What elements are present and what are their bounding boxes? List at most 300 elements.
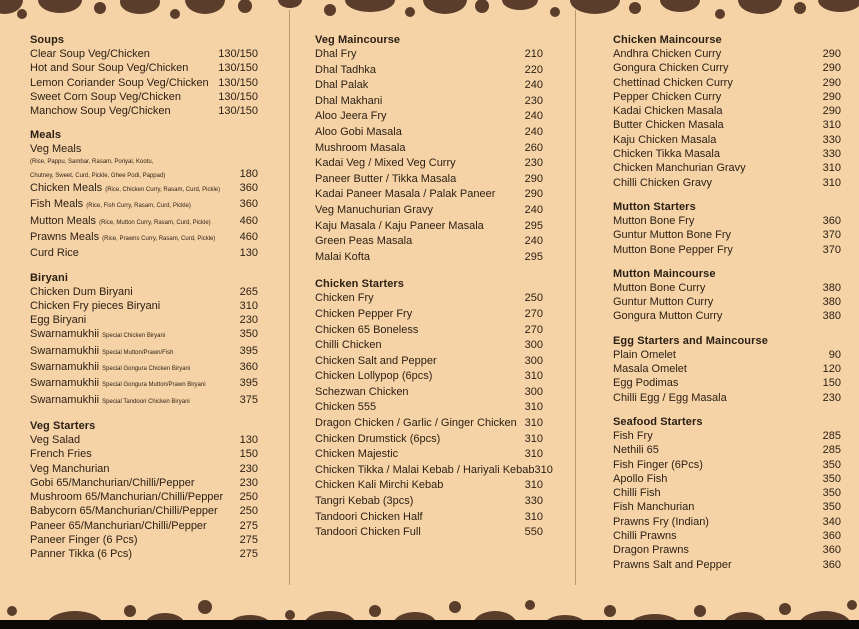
item-price: 460	[239, 214, 258, 227]
item-price: 300	[524, 385, 543, 398]
menu-item	[30, 519, 258, 533]
mutton-starters-list	[613, 214, 841, 257]
item-name: Prawns Salt and Pepper	[613, 558, 732, 571]
menu-item	[30, 61, 258, 75]
item-price: 310	[822, 162, 841, 175]
item-price: 340	[822, 515, 841, 528]
item-price: 130/150	[218, 105, 258, 118]
menu-item	[30, 181, 258, 197]
menu-item	[30, 490, 258, 504]
section-title-chicken-starters: Chicken Starters	[315, 278, 405, 291]
section-title-biryani: Biryani	[30, 271, 68, 284]
item-name: Veg Manuchurian Gravy	[315, 203, 434, 216]
soups-list	[30, 47, 258, 118]
menu-item	[613, 133, 841, 147]
item-price: 360	[822, 214, 841, 227]
menu-item	[613, 443, 841, 457]
item-name: Paneer 65/Manchurian/Chilli/Pepper	[30, 519, 207, 532]
item-name: Plain Omelet	[613, 348, 676, 361]
item-price: 230	[524, 94, 543, 107]
item-name: Dhal Makhani	[315, 94, 383, 107]
item-price: 270	[524, 307, 543, 320]
item-name: Butter Chicken Masala	[613, 119, 724, 132]
item-name: Hot and Sour Soup Veg/Chicken	[30, 62, 189, 75]
menu-item	[30, 433, 258, 447]
menu-item	[30, 313, 258, 327]
item-price: 380	[822, 296, 841, 309]
chicken-starters-list	[315, 291, 553, 541]
menu-item	[315, 416, 543, 432]
item-price: 370	[822, 243, 841, 256]
item-name: Chicken Drumstick (6pcs)	[315, 432, 441, 445]
item-price: 275	[239, 519, 258, 532]
item-price: 230	[239, 476, 258, 489]
item-name: Kaju Chicken Masala	[613, 133, 717, 146]
item-price: 290	[822, 62, 841, 75]
item-price: 285	[822, 429, 841, 442]
menu-item	[315, 172, 543, 188]
item-name: Tangri Kebab (3pcs)	[315, 495, 414, 508]
menu-item	[613, 76, 841, 90]
item-name: Manchow Soup Veg/Chicken	[30, 105, 171, 118]
item-price: 310	[524, 448, 543, 461]
menu-item	[613, 118, 841, 132]
menu-item	[30, 344, 258, 360]
item-price: 360	[239, 198, 258, 211]
item-name: Tandoori Chicken Half	[315, 510, 423, 523]
menu-item	[30, 167, 258, 181]
top-dots-border	[0, 0, 859, 30]
item-description: Chutney, Sweet, Curd, Pickle, Ghee Podi, Pappad)	[30, 172, 166, 179]
item-price: 290	[524, 188, 543, 201]
item-price: 310	[822, 176, 841, 189]
item-name: Curd Rice	[30, 247, 79, 260]
item-price: 395	[239, 344, 258, 357]
item-price: 370	[822, 229, 841, 242]
item-price: 265	[239, 285, 258, 298]
item-name: Prawns Meals	[30, 230, 100, 243]
menu-item	[315, 323, 543, 339]
item-price: 260	[524, 141, 543, 154]
menu-item	[613, 558, 841, 572]
menu-item	[315, 250, 543, 266]
menu-item	[315, 156, 543, 172]
menu-item	[613, 147, 841, 161]
item-description: (Rice, Chicken Curry, Rasam, Curd, Pickle)	[105, 187, 221, 194]
item-name: Paneer Finger (6 Pcs)	[30, 534, 138, 547]
menu-item	[613, 309, 841, 323]
menu-column-1	[30, 34, 258, 562]
menu-item	[30, 299, 258, 313]
menu-item	[30, 533, 258, 547]
menu-item	[30, 76, 258, 90]
item-price: 310	[524, 510, 543, 523]
item-name: Andhra Chicken Curry	[613, 48, 722, 60]
item-price: 240	[524, 203, 543, 216]
section-title-seafood: Seafood Starters	[613, 415, 703, 428]
item-name: Swarnamukhii	[30, 361, 100, 374]
menu-item	[613, 281, 841, 295]
item-name: Nethili 65	[613, 444, 659, 457]
item-description: (Rice, Mutton Curry, Rasam, Curd, Pickle)	[99, 219, 211, 226]
menu-item	[315, 447, 543, 463]
menu-item	[613, 295, 841, 309]
menu-item	[30, 285, 258, 299]
item-price: 180	[239, 167, 258, 180]
item-price: 270	[524, 323, 543, 336]
menu-item	[315, 369, 543, 385]
item-name: Swarnamukhii	[30, 393, 100, 406]
menu-item	[613, 376, 841, 390]
menu-item	[613, 90, 841, 104]
menu-item	[613, 214, 841, 228]
item-name: Green Peas Masala	[315, 235, 413, 248]
menu-item	[613, 228, 841, 242]
item-name: Chicken Manchurian Gravy	[613, 162, 746, 175]
item-name: Tandoori Chicken Full	[315, 526, 421, 539]
item-price: 290	[822, 48, 841, 60]
item-name: Chicken Majestic	[315, 448, 399, 461]
mutton-maincourse-list	[613, 281, 841, 324]
menu-item	[30, 142, 258, 156]
item-name: Chicken 555	[315, 401, 377, 414]
menu-item	[30, 327, 258, 343]
chicken-maincourse-list	[613, 47, 841, 190]
item-price: 285	[822, 444, 841, 457]
item-price: 120	[822, 363, 841, 376]
menu-item	[315, 187, 543, 203]
menu-item	[30, 214, 258, 230]
item-name: French Fries	[30, 448, 92, 461]
item-price: 360	[822, 530, 841, 543]
menu-item	[30, 360, 258, 376]
menu-item	[613, 429, 841, 443]
menu-item	[315, 78, 543, 94]
menu-item	[30, 90, 258, 104]
menu-item	[30, 197, 258, 213]
seafood-list	[613, 429, 841, 572]
item-name: Kaju Masala / Kaju Paneer Masala	[315, 219, 484, 232]
item-name: Chicken Kali Mirchi Kebab	[315, 479, 444, 492]
menu-item	[613, 348, 841, 362]
menu-item	[613, 176, 841, 190]
item-price: 310	[524, 370, 543, 383]
item-price: 295	[524, 250, 543, 263]
item-price: 130/150	[218, 90, 258, 103]
menu-item	[30, 393, 258, 409]
item-name: Mutton Bone Fry	[613, 214, 695, 227]
item-price: 350	[239, 328, 258, 341]
section-title-meals: Meals	[30, 129, 62, 142]
item-price: 130/150	[218, 76, 258, 89]
item-name: Fish Fry	[613, 429, 653, 442]
item-price: 230	[239, 462, 258, 475]
item-price: 350	[822, 487, 841, 500]
menu-item	[315, 432, 543, 448]
item-price: 380	[822, 310, 841, 323]
item-price: 360	[822, 558, 841, 571]
item-price: 130	[239, 433, 258, 446]
item-price: 250	[524, 292, 543, 305]
menu-item	[315, 400, 543, 416]
item-price: 360	[822, 544, 841, 557]
menu-item	[613, 486, 841, 500]
item-price: 350	[822, 472, 841, 485]
item-price: 375	[239, 393, 258, 406]
menu-item	[613, 458, 841, 472]
menu-item	[315, 385, 543, 401]
menu-item	[315, 109, 543, 125]
item-price: 90	[828, 348, 841, 361]
item-price: 130	[239, 247, 258, 260]
item-price: 310	[524, 479, 543, 492]
menu-column-3	[613, 34, 841, 572]
item-name: Apollo Fish	[613, 472, 668, 485]
item-price: 295	[524, 219, 543, 232]
section-title-egg: Egg Starters and Maincourse	[613, 334, 768, 347]
item-price: 360	[239, 182, 258, 195]
item-price: 240	[524, 110, 543, 123]
item-price: 380	[822, 281, 841, 294]
item-name: Veg Salad	[30, 433, 81, 446]
item-name: Egg Podimas	[613, 377, 679, 390]
meals-list	[30, 142, 258, 260]
item-name: Masala Omelet	[613, 363, 687, 376]
item-price: 230	[524, 157, 543, 170]
menu-item	[613, 47, 841, 61]
item-name: Egg Biryani	[30, 314, 87, 327]
item-name: Chilli Chicken	[315, 339, 382, 352]
item-price: 290	[822, 90, 841, 103]
item-description: Special Gongura Mutton/Prawn Biryani	[102, 382, 206, 389]
item-name: Fish Finger (6Pcs)	[613, 458, 703, 471]
item-price: 240	[524, 125, 543, 138]
item-name: Mutton Bone Pepper Fry	[613, 243, 733, 256]
section-title-veg-starters: Veg Starters	[30, 419, 96, 432]
menu-item	[613, 161, 841, 175]
section-title-mutton-starters: Mutton Starters	[613, 200, 696, 213]
column-divider	[575, 10, 576, 585]
item-name: Dhal Tadhka	[315, 63, 376, 76]
item-name: Veg Manchurian	[30, 462, 110, 475]
section-title-soups: Soups	[30, 34, 65, 46]
item-name: Prawns Fry (Indian)	[613, 515, 709, 528]
menu-item	[315, 463, 553, 479]
menu-item	[30, 104, 258, 118]
item-name: Dhal Palak	[315, 79, 369, 92]
menu-item	[315, 510, 543, 526]
item-name: Chicken Salt and Pepper	[315, 354, 437, 367]
item-name: Chettinad Chicken Curry	[613, 76, 733, 89]
item-name: Gobi 65/Manchurian/Chilli/Pepper	[30, 476, 195, 489]
item-price: 275	[239, 548, 258, 561]
item-description: Special Tandoori Chicken Biryani	[102, 398, 190, 405]
item-price: 150	[239, 448, 258, 461]
veg-starters-list	[30, 433, 258, 562]
item-name: Malai Kofta	[315, 250, 371, 263]
menu-item	[613, 243, 841, 257]
item-price: 350	[822, 501, 841, 514]
section-title-veg-maincourse: Veg Maincourse	[315, 34, 401, 46]
section-title-mutton-maincourse: Mutton Maincourse	[613, 267, 716, 280]
menu-item	[30, 376, 258, 392]
item-price: 240	[524, 235, 543, 248]
menu-item	[315, 47, 543, 63]
item-description: (Rice, Prawns Curry, Rasam, Curd, Pickle)	[102, 235, 216, 242]
menu-item	[613, 529, 841, 543]
item-name: Swarnamukhii	[30, 328, 100, 341]
item-price: 310	[524, 417, 543, 430]
item-name: Sweet Corn Soup Veg/Chicken	[30, 90, 182, 103]
item-name: Chicken Fry	[315, 292, 374, 305]
item-name: Aloo Gobi Masala	[315, 125, 402, 138]
item-price: 300	[524, 339, 543, 352]
item-price: 310	[524, 432, 543, 445]
item-name: Chicken Meals	[30, 182, 103, 195]
menu-item	[315, 291, 543, 307]
item-name: Chilli Fish	[613, 487, 661, 500]
item-name: Swarnamukhii	[30, 344, 100, 357]
item-name: Dragon Chicken / Garlic / Ginger Chicken	[315, 417, 517, 430]
menu-item	[315, 478, 543, 494]
menu-item	[30, 246, 258, 260]
menu-item	[315, 63, 543, 79]
menu-item	[613, 104, 841, 118]
item-name: Chicken Fry pieces Biryani	[30, 299, 161, 312]
item-price: 210	[524, 48, 543, 60]
item-price: 275	[239, 534, 258, 547]
item-price: 460	[239, 230, 258, 243]
item-price: 130/150	[218, 48, 258, 60]
item-description: Special Chicken Biryani	[102, 333, 166, 340]
item-price: 290	[822, 105, 841, 118]
egg-list	[613, 348, 841, 405]
menu-item	[613, 61, 841, 75]
item-name: Gongura Chicken Curry	[613, 62, 729, 75]
menu-item	[30, 462, 258, 476]
menu-item	[315, 203, 543, 219]
item-name: Aloo Jeera Fry	[315, 110, 387, 123]
bottom-bar	[0, 620, 859, 629]
menu-item	[315, 338, 543, 354]
item-name: Panner Tikka (6 Pcs)	[30, 548, 133, 561]
item-price: 290	[822, 76, 841, 89]
item-price: 330	[822, 133, 841, 146]
item-description: Special Gongura Chicken Biryani	[102, 366, 191, 373]
column-divider	[289, 10, 290, 585]
item-name: Fish Manchurian	[613, 501, 695, 514]
item-name: Chicken Lollypop (6pcs)	[315, 370, 433, 383]
menu-item	[613, 362, 841, 376]
menu-item	[315, 141, 543, 157]
menu-item	[315, 94, 543, 110]
menu-column-2	[315, 34, 553, 541]
item-name: Dragon Prawns	[613, 544, 689, 557]
item-name: Fish Meals	[30, 198, 84, 211]
menu-item	[315, 219, 543, 235]
menu-item	[613, 543, 841, 557]
item-name: Mutton Bone Curry	[613, 281, 706, 294]
item-description: (Rice, Fish Curry, Rasam, Curd, Pickle)	[86, 203, 191, 210]
item-name: Swarnamukhii	[30, 377, 100, 390]
item-name: Chilli Chicken Gravy	[613, 176, 713, 189]
veg-maincourse-list	[315, 47, 543, 265]
menu-item	[315, 525, 543, 541]
item-price: 230	[822, 391, 841, 404]
item-name: Chilli Prawns	[613, 530, 677, 543]
item-price: 310	[524, 401, 543, 414]
item-price: 230	[239, 314, 258, 327]
menu-item	[613, 515, 841, 529]
item-price: 310	[534, 463, 553, 476]
item-price: 330	[822, 148, 841, 161]
menu-item	[315, 494, 543, 510]
item-price: 130/150	[218, 62, 258, 75]
item-name: Mushroom Masala	[315, 141, 406, 154]
item-price: 250	[239, 491, 258, 504]
menu-item	[30, 504, 258, 518]
item-price: 350	[822, 458, 841, 471]
menu-item	[315, 125, 543, 141]
menu-item	[613, 391, 841, 405]
item-price: 360	[239, 361, 258, 374]
menu-item	[30, 230, 258, 246]
item-price: 310	[239, 299, 258, 312]
item-price: 330	[524, 495, 543, 508]
item-price: 550	[524, 526, 543, 539]
item-price: 240	[524, 79, 543, 92]
item-name: Chicken Tikka / Malai Kebab / Hariyali Kebab	[315, 463, 535, 476]
menu-item	[315, 354, 543, 370]
item-price: 290	[524, 172, 543, 185]
item-name: Pepper Chicken Curry	[613, 90, 722, 103]
item-price: 300	[524, 354, 543, 367]
menu-item	[30, 47, 258, 61]
item-price: 150	[822, 377, 841, 390]
item-name: Chicken Pepper Fry	[315, 307, 413, 320]
item-name: Mushroom 65/Manchurian/Chilli/Pepper	[30, 491, 224, 504]
item-name: Paneer Butter / Tikka Masala	[315, 172, 457, 185]
item-name: Kadai Paneer Masala / Palak Paneer	[315, 188, 496, 201]
item-description: (Rice, Pappu, Sambar, Rasam, Poriyal, Kootu,	[30, 158, 154, 165]
menu-item	[315, 234, 543, 250]
item-name: Kadai Veg / Mixed Veg Curry	[315, 157, 456, 170]
item-price: 310	[822, 119, 841, 132]
menu-item	[30, 447, 258, 461]
item-name: Schezwan Chicken	[315, 385, 409, 398]
item-price: 250	[239, 505, 258, 518]
item-name: Guntur Mutton Bone Fry	[613, 229, 731, 242]
item-name: Chicken Dum Biryani	[30, 285, 133, 298]
item-name: Chilli Egg / Egg Masala	[613, 391, 727, 404]
item-description: Special Mutton/Prawn/Fish	[102, 349, 174, 356]
menu-item	[30, 476, 258, 490]
item-name: Mutton Meals	[30, 214, 97, 227]
item-price: 395	[239, 377, 258, 390]
biryani-list	[30, 285, 258, 409]
item-name: Gongura Mutton Curry	[613, 310, 723, 323]
item-name: Lemon Coriander Soup Veg/Chicken	[30, 76, 209, 89]
item-name: Chicken 65 Boneless	[315, 323, 419, 336]
item-name: Dhal Fry	[315, 48, 357, 60]
item-name: Clear Soup Veg/Chicken	[30, 48, 150, 60]
menu-item	[30, 547, 258, 561]
menu-item	[613, 472, 841, 486]
item-name: Guntur Mutton Curry	[613, 296, 714, 309]
item-name: Chicken Tikka Masala	[613, 148, 720, 161]
item-name: Babycorn 65/Manchurian/Chilli/Pepper	[30, 505, 218, 518]
menu-item	[613, 500, 841, 514]
